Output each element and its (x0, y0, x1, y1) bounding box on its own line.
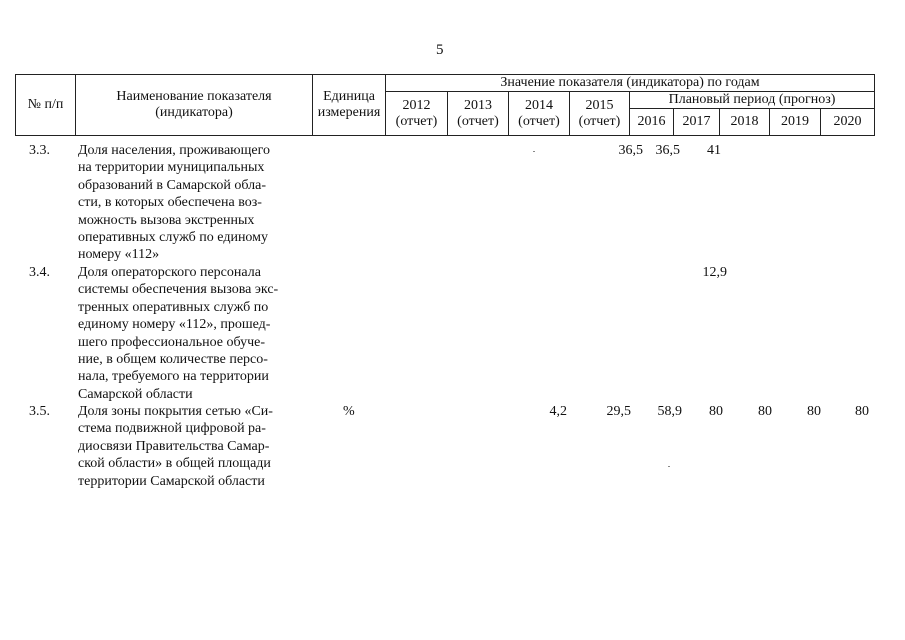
header-col-name (76, 75, 313, 136)
header-year-label: 2015 (585, 97, 614, 113)
header-plan-year-2018: 2018 (720, 109, 770, 136)
header-year-label: 2013 (464, 97, 492, 113)
header-plan-year-2019: 2019 (770, 109, 821, 136)
row-indicator-name (78, 142, 323, 264)
header-year-label: 2014 (525, 97, 553, 113)
unit-value: % (343, 404, 355, 419)
name-line: образований в Самарской обла- (78, 177, 266, 193)
value-2016: 36,5 (655, 143, 680, 158)
name-line: стема подвижной цифровой ра- (78, 421, 266, 437)
value-2014: 4,2 (549, 404, 567, 419)
header-col-num: № п/п (16, 75, 76, 136)
page-number: 5 (436, 42, 444, 58)
header-year-2015 (570, 92, 630, 136)
header-year-note: (отчет) (578, 113, 621, 129)
name-line: номеру «112» (78, 247, 160, 263)
name-line: диосвязи Правительства Самар- (78, 438, 270, 454)
name-line: ние, в общем количестве персо- (78, 352, 268, 368)
row-number: 3.3. (29, 143, 50, 158)
name-line: тренных оперативных служб по (78, 299, 269, 315)
header-year-label: 2012 (402, 97, 431, 113)
header-plan-title: Плановый период (прогноз) (630, 92, 875, 109)
value-2019: 80 (807, 404, 821, 419)
name-line: территории Самарской области (78, 473, 265, 489)
header-year-2012 (386, 92, 448, 136)
name-line: можность вызова экстренных (78, 212, 255, 228)
value-2020: 80 (855, 404, 869, 419)
header-col-name-line2: (индикатора) (155, 105, 233, 120)
header-col-unit-line1: Единица (323, 89, 375, 104)
row-number: 3.5. (29, 404, 50, 419)
name-line: ской области» в общей площади (78, 456, 271, 472)
header-year-note: (отчет) (395, 113, 438, 129)
header-year-note: (отчет) (518, 113, 560, 129)
row-indicator-name (78, 403, 323, 490)
table-header (15, 74, 875, 136)
header-year-note: (отчет) (457, 113, 499, 129)
value-2015: 36,5 (618, 143, 643, 158)
header-plan-year-2020: 2020 (821, 109, 875, 136)
name-line: Самарской области (78, 386, 193, 402)
value-2015: 29,5 (606, 404, 631, 419)
header-plan-year-2017: 2017 (674, 109, 720, 136)
name-line: на территории муниципальных (78, 160, 265, 176)
name-line: оперативных служб по единому (78, 230, 269, 246)
value-2018: 80 (758, 404, 772, 419)
row-number: 3.4. (29, 265, 50, 280)
header-year-2014 (509, 92, 570, 136)
scan-speck (668, 466, 670, 467)
value-2016: 58,9 (657, 404, 682, 419)
name-line: Доля зоны покрытия сетью «Си- (78, 404, 273, 419)
header-plan-year-2016: 2016 (630, 109, 674, 136)
name-line: Доля населения, проживающего (78, 143, 271, 158)
name-line: системы обеспечения вызова экс- (78, 282, 279, 298)
header-col-unit-line2: измерения (317, 105, 381, 120)
header-group-title: Значение показателя (индикатора) по годам (386, 75, 875, 92)
header-year-2013 (448, 92, 509, 136)
value-2017: 12,9 (702, 265, 727, 280)
value-2017: 80 (709, 404, 723, 419)
name-line: Доля операторского персонала (78, 265, 261, 280)
scan-speck (533, 151, 535, 152)
name-line: нала, требуемого на территории (78, 369, 269, 385)
header-col-unit (313, 75, 386, 136)
name-line: сти, в которых обеспечена воз- (78, 195, 262, 211)
header-col-name-line1: Наименование показателя (116, 89, 272, 104)
value-2017: 41 (707, 143, 721, 158)
row-indicator-name (78, 264, 323, 403)
name-line: единому номеру «112», прошед- (78, 317, 271, 333)
name-line: шего профессиональное обуче- (78, 334, 266, 350)
